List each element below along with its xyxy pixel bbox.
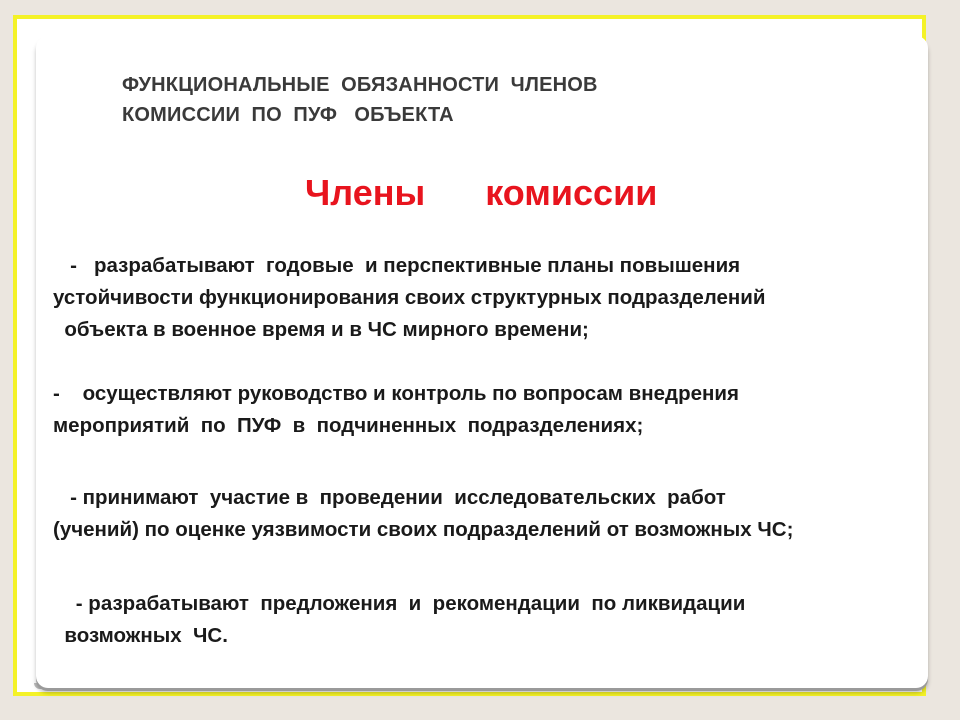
duty-line: устойчивости функционирования своих структурных подразделений [53,286,766,309]
duty-item [53,482,793,546]
duty-line: возможных ЧС. [53,624,228,647]
duty-line: мероприятий по ПУФ в подчиненных подразделениях; [53,414,644,437]
duty-line: - принимают участие в проведении исследовательских работ [53,486,726,509]
duty-item [53,250,766,346]
duty-item [53,378,739,442]
slide-heading [122,70,822,130]
duty-line: - разрабатывают годовые и перспективные планы повышения [53,254,741,277]
duty-line: - осуществляют руководство и контроль по вопросам внедрения [53,382,739,405]
duty-line: - разрабатывают предложения и рекомендации по ликвидации [53,592,746,615]
heading-line-2: КОМИССИИ ПО ПУФ ОБЪЕКТА [122,104,454,126]
heading-line-1: ФУНКЦИОНАЛЬНЫЕ ОБЯЗАННОСТИ ЧЛЕНОВ [122,74,598,96]
duty-line: (учений) по оценке уязвимости своих подразделений от возможных ЧС; [53,518,794,541]
duty-item [53,588,745,652]
duty-line: объекта в военное время и в ЧС мирного времени; [53,318,589,341]
slide-subtitle: Члены комиссии [305,172,658,213]
